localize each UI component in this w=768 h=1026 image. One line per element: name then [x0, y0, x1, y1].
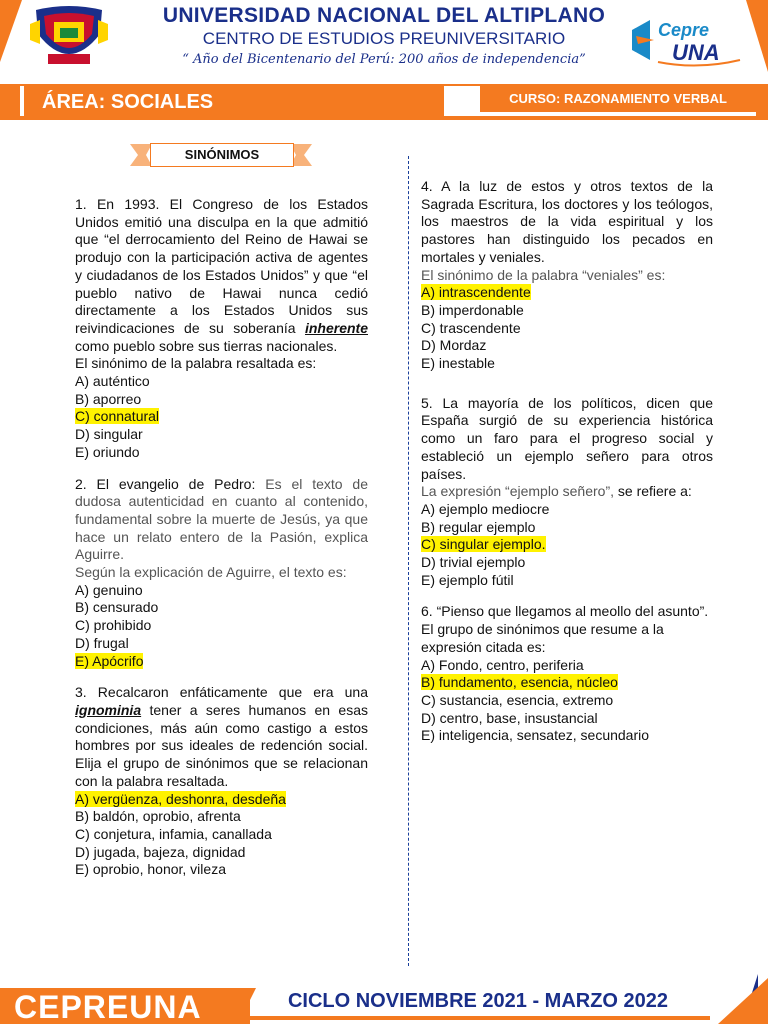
q1-option-c: C) connatural [75, 408, 160, 425]
q2-option-e: E) Apócrifo [75, 652, 144, 669]
logo-text-top: Cepre [658, 20, 710, 40]
q6-prompt: El grupo de sinónimos que resume a la expresión citada es: [421, 621, 664, 655]
q3-text-part1: 3. Recalcaron enfáticamente que era una [75, 684, 368, 701]
university-name: UNIVERSIDAD NACIONAL DEL ALTIPLANO [162, 4, 606, 27]
q4-option-a: A) intrascendente [421, 284, 531, 301]
q4-option-d: D) Mordaz [421, 337, 487, 354]
q5-option-a: A) ejemplo mediocre [421, 500, 550, 517]
page-title: SINÓNIMOS [150, 143, 294, 167]
q4-option-c: C) trascendente [421, 319, 521, 336]
q6-option-b: B) fundamento, esencia, núcleo [421, 674, 618, 691]
q2-text: Es el texto de dudosa autenticidad en cuanto al contenido, fundamental sobre la muerte de Jesús, ya que hace un relato entero de la Pasión, explica Aguirre. [75, 475, 368, 563]
footer-line [250, 1016, 710, 1020]
question-1 [75, 196, 368, 462]
q1-option-d: D) singular [75, 426, 143, 443]
footer-corner [718, 978, 768, 1024]
q3-option-d: D) jugada, bajeza, dignidad [75, 843, 246, 860]
area-label: ÁREA: SOCIALES [24, 84, 444, 120]
logo-text-bottom: UNA [672, 40, 720, 65]
q1-keyword: inherente [304, 319, 368, 336]
question-3 [75, 684, 368, 879]
q2-option-a: A) genuino [75, 581, 143, 598]
q2-option-b: B) censurado [75, 599, 159, 616]
right-column [421, 178, 713, 759]
q1-option-a: A) auténtico [75, 373, 150, 390]
question-5 [421, 395, 713, 590]
q1-text-part1: 1. En 1993. El Congreso de los Estados Unidos emitió una disculpa en la que admitió que “el derrocamiento del Reino de Hawai se produjo con la participación activa de agentes y ciudadanos de los Estados Unidos” y que “el pueblo nativo de Hawai nunca cedió directamente a los Estados Unidos sus reivindicaciones de su soberanía [75, 196, 368, 336]
left-column [75, 196, 368, 893]
q4-prompt: El sinónimo de la palabra “veniales” es: [421, 266, 666, 283]
cepre-una-logo [628, 10, 746, 68]
q3-keyword: ignominia [75, 701, 142, 718]
q4-text: 4. A la luz de estos y otros textos de la Sagrada Escritura, los doctores y los teólogos, los maestros de la vida espiritual y los pastores han distinguido los pecados en mortales y veniales. [421, 178, 713, 265]
q4-option-b: B) imperdonable [421, 301, 524, 318]
footer-brand: CEPREUNA [0, 988, 250, 1024]
center-name: CENTRO DE ESTUDIOS PREUNIVERSITARIO [202, 29, 566, 48]
q2-lead: 2. El evangelio de Pedro: [75, 475, 256, 492]
q4-option-e: E) inestable [421, 355, 495, 372]
question-4 [421, 178, 713, 373]
q5-option-b: B) regular ejemplo [421, 518, 536, 535]
q5-prompt-a: La expresión “ejemplo señero”, [421, 483, 614, 500]
q5-text: 5. La mayoría de los políticos, dicen que España surgió de su experiencia histórica como un faro para el progreso social y estableció un ejemplo señero para otros países. [421, 394, 713, 482]
q5-option-d: D) trivial ejemplo [421, 554, 526, 571]
q2-prompt: Según la explicación de Aguirre, el texto es: [75, 564, 347, 581]
question-6 [421, 603, 713, 745]
q1-option-b: B) aporreo [75, 390, 142, 407]
q3-option-b: B) baldón, oprobio, afrenta [75, 808, 241, 825]
q5-option-c: C) singular ejemplo. [421, 536, 546, 553]
q2-option-c: C) prohibido [75, 617, 152, 634]
column-divider [408, 156, 409, 966]
motto: “ Año del Bicentenario del Perú: 200 años de independencia” [182, 52, 586, 67]
q6-option-e: E) inteligencia, sensatez, secundario [421, 727, 650, 744]
q1-prompt: El sinónimo de la palabra resaltada es: [75, 355, 317, 372]
q3-option-e: E) oprobio, honor, vileza [75, 861, 226, 878]
q3-text-part2: tener a seres humanos en esas condiciones, más aún como castigo a estos hombres por sus ideales de redención social. Elija el grupo de sinónimos que se relacionan con la palabra resaltada. [75, 701, 368, 789]
q1-text [75, 196, 368, 355]
question-2 [75, 476, 368, 671]
q6-option-a: A) Fondo, centro, periferia [421, 656, 584, 673]
q6-text: 6. “Pienso que llegamos al meollo del asunto”. [421, 603, 709, 620]
q1-option-e: E) oriundo [75, 443, 140, 460]
q3-option-a: A) vergüenza, deshonra, desdeña [75, 790, 286, 807]
course-label: CURSO: RAZONAMIENTO VERBAL [480, 86, 756, 112]
q6-option-d: D) centro, base, insustancial [421, 709, 598, 726]
q3-option-c: C) conjetura, infamia, canallada [75, 825, 272, 842]
q6-option-c: C) sustancia, esencia, extremo [421, 691, 614, 708]
q1-text-part2: como pueblo sobre sus tierras nacionales. [75, 337, 338, 354]
q5-prompt-b: se refiere a: [617, 483, 692, 500]
q5-option-e: E) ejemplo fútil [421, 571, 514, 588]
footer-cycle: CICLO NOVIEMBRE 2021 - MARZO 2022 [287, 990, 669, 1012]
q2-option-d: D) frugal [75, 634, 129, 651]
